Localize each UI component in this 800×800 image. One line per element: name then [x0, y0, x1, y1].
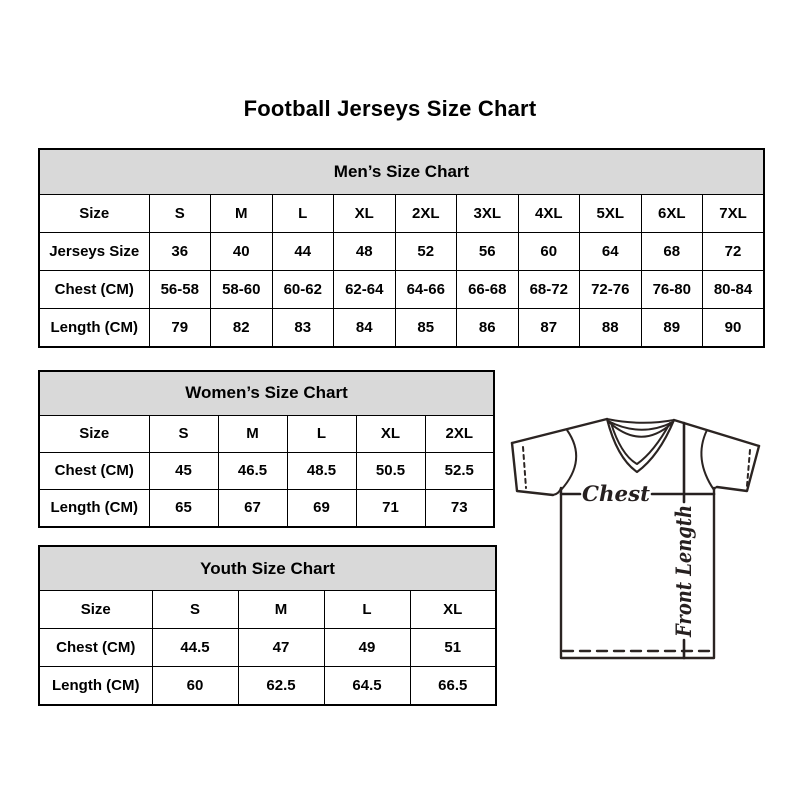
women-table-cell: 48.5 [287, 452, 356, 489]
youth-table-cell: 60 [152, 666, 238, 705]
men-table-cell: 82 [211, 308, 273, 347]
men-table-cell: 48 [334, 232, 396, 270]
men-table-cell: 60-62 [272, 270, 334, 308]
men-table-cell: 2XL [395, 194, 457, 232]
jersey-left-sleeve [512, 443, 553, 495]
men-table-cell: 85 [395, 308, 457, 347]
youth-row-label: Length (CM) [39, 666, 152, 705]
men-table-cell: 52 [395, 232, 457, 270]
youth-table-cell: 44.5 [152, 629, 238, 667]
women-table-row [39, 452, 494, 489]
men-table-cell: 56 [457, 232, 519, 270]
women-row-label: Size [39, 415, 149, 452]
men-table-cell: 40 [211, 232, 273, 270]
jersey-left-shoulder [512, 419, 607, 443]
front-length-label: Front Length [671, 482, 696, 637]
men-table-cell: 64 [580, 232, 642, 270]
men-table-cell: 64-66 [395, 270, 457, 308]
youth-row-label: Size [39, 591, 152, 629]
jersey-collar-top [607, 419, 674, 423]
women-table-row [39, 489, 494, 527]
men-table-cell: 83 [272, 308, 334, 347]
jersey-left-armhole-seam [561, 430, 576, 490]
men-table-cell: 36 [149, 232, 211, 270]
youth-table-cell: 51 [410, 629, 496, 667]
youth-size-table [38, 545, 497, 706]
women-table-title: Women’s Size Chart [39, 371, 494, 415]
women-table-cell: 65 [149, 489, 218, 527]
men-table-cell: M [211, 194, 273, 232]
men-table-cell: XL [334, 194, 396, 232]
men-table-row [39, 308, 764, 347]
women-table-cell: 50.5 [356, 452, 425, 489]
jersey-right-sleeve [717, 446, 759, 491]
youth-table-cell: XL [410, 591, 496, 629]
men-table-cell: 76-80 [641, 270, 703, 308]
men-table-cell: 88 [580, 308, 642, 347]
men-table-cell: 80-84 [703, 270, 765, 308]
men-table-cell: 68-72 [518, 270, 580, 308]
youth-table-cell: M [238, 591, 324, 629]
women-table-cell: 2XL [425, 415, 494, 452]
youth-table-row [39, 666, 496, 705]
men-table-cell: 87 [518, 308, 580, 347]
men-table-cell: 68 [641, 232, 703, 270]
womens-size-table [38, 370, 495, 528]
men-table-row [39, 194, 764, 232]
men-table-cell: 5XL [580, 194, 642, 232]
youth-table [38, 545, 497, 706]
men-table-title: Men’s Size Chart [39, 149, 764, 194]
men-table-row [39, 270, 764, 308]
youth-table-cell: 62.5 [238, 666, 324, 705]
women-table-cell: 45 [149, 452, 218, 489]
men-table-cell: 90 [703, 308, 765, 347]
youth-table-cell: 64.5 [324, 666, 410, 705]
women-table-row [39, 415, 494, 452]
men-table-cell: 79 [149, 308, 211, 347]
women-table-title-row [39, 371, 494, 415]
jersey-icon [504, 410, 778, 666]
men-table-cell: S [149, 194, 211, 232]
men-table-cell: 58-60 [211, 270, 273, 308]
men-table [38, 148, 765, 348]
men-table-row [39, 232, 764, 270]
women-table-cell: 52.5 [425, 452, 494, 489]
women-table-cell: 71 [356, 489, 425, 527]
youth-row-label: Chest (CM) [39, 629, 152, 667]
youth-table-row [39, 629, 496, 667]
men-table-cell: 56-58 [149, 270, 211, 308]
men-row-label: Jerseys Size [39, 232, 149, 270]
men-table-cell: 72-76 [580, 270, 642, 308]
youth-table-cell: 47 [238, 629, 324, 667]
youth-table-cell: L [324, 591, 410, 629]
women-table-cell: 67 [218, 489, 287, 527]
youth-table-cell: 66.5 [410, 666, 496, 705]
men-table-cell: 44 [272, 232, 334, 270]
youth-table-title: Youth Size Chart [39, 546, 496, 591]
men-table-title-row [39, 149, 764, 194]
men-table-cell: 66-68 [457, 270, 519, 308]
women-table-cell: XL [356, 415, 425, 452]
men-table-cell: 7XL [703, 194, 765, 232]
jersey-right-shoulder [674, 420, 759, 446]
women-table-cell: 73 [425, 489, 494, 527]
women-table-cell: L [287, 415, 356, 452]
men-table-cell: 84 [334, 308, 396, 347]
men-table-cell: 3XL [457, 194, 519, 232]
youth-table-cell: 49 [324, 629, 410, 667]
mens-size-table [38, 148, 765, 348]
women-table-cell: M [218, 415, 287, 452]
men-table-cell: 60 [518, 232, 580, 270]
jersey-diagram [504, 410, 778, 666]
page-title: Football Jerseys Size Chart [243, 96, 537, 121]
chest-label: Chest [582, 481, 651, 506]
men-table-cell: 62-64 [334, 270, 396, 308]
men-table-cell: 89 [641, 308, 703, 347]
men-table-cell: 86 [457, 308, 519, 347]
women-row-label: Chest (CM) [39, 452, 149, 489]
women-table-cell: 46.5 [218, 452, 287, 489]
men-table-cell: 4XL [518, 194, 580, 232]
men-row-label: Length (CM) [39, 308, 149, 347]
women-table [38, 370, 495, 528]
women-table-cell: 69 [287, 489, 356, 527]
youth-table-title-row [39, 546, 496, 591]
youth-table-row [39, 591, 496, 629]
men-row-label: Size [39, 194, 149, 232]
women-row-label: Length (CM) [39, 489, 149, 527]
men-table-cell: L [272, 194, 334, 232]
left-cuff-dashed-line [523, 447, 526, 488]
jersey-vneck-outer [607, 419, 674, 472]
men-table-cell: 6XL [641, 194, 703, 232]
men-table-cell: 72 [703, 232, 765, 270]
youth-table-cell: S [152, 591, 238, 629]
men-row-label: Chest (CM) [39, 270, 149, 308]
women-table-cell: S [149, 415, 218, 452]
jersey-right-armhole-seam [701, 430, 714, 490]
